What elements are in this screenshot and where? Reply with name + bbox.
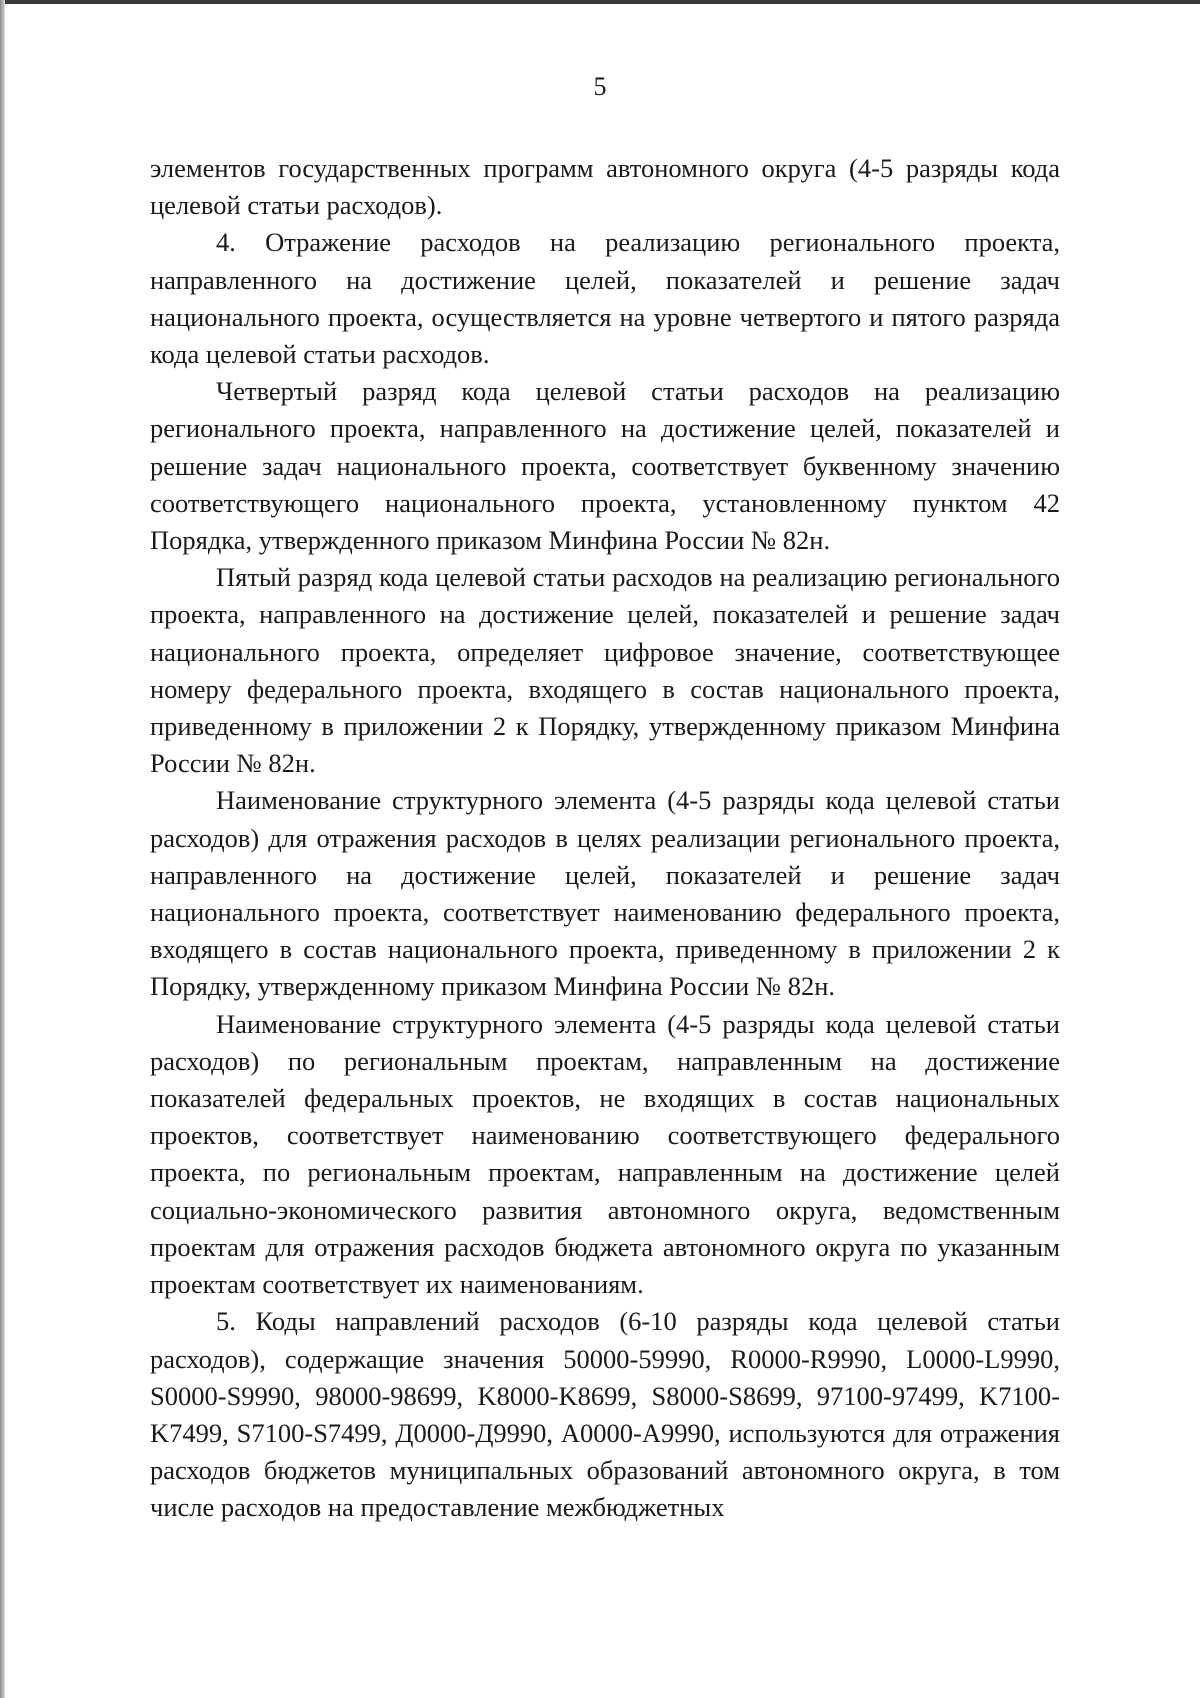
paragraph-4: Пятый разряд кода целевой статьи расходов на реализацию регионального проекта, направленного на достижение целей, показателей и решение задач национального проекта, определяет цифровое значение, соответствующее номеру федерального проекта, входящего в состав национального проекта, приведенному в приложении 2 к Порядку, утвержденному приказом Минфина России № 82н. xyxy=(150,562,1060,779)
paragraph-2: 4. Отражение расходов на реализацию регионального проекта, направленного на достижение целей, показателей и решение задач национального проекта, осуществляется на уровне четвертого и пятого разряда кода целевой статьи расходов. xyxy=(150,227,1060,370)
paragraph-5: Наименование структурного элемента (4-5 разряды кода целевой статьи расходов) для отражения расходов в целях реализации регионального проекта, направленного на достижение целей, показателей и решение задач национального проекта, соответствует наименованию федерального проекта, входящего в состав национального проекта, приведенному в приложении 2 к Порядку, утвержденному приказом Минфина России № 82н. xyxy=(150,785,1060,1002)
paragraph-6: Наименование структурного элемента (4-5 разряды кода целевой статьи расходов) по региональным проектам, направленным на достижение показателей федеральных проектов, не входящих в состав национальных проектов, соответствует наименованию соответствующего федерального проекта, по региональным проектам, направленным на достижение целей социально-экономического развития автономного округа, ведомственным проектам для отражения расходов бюджета автономного округа по указанным проектам соответствует их наименованиям. xyxy=(150,1008,1060,1300)
paragraph-7: 5. Коды направлений расходов (6-10 разряды кода целевой статьи расходов), содержащие значения 50000-59990, R0000-R9990, L0000-L9990, S0000-S9990, 98000-98699, K8000-K8699, S8000-S8699, 97100-97499, K7100-K7499, S7100-S7499, Д0000-Д9990, A0000-A9990, используются для отражения расходов бюджетов муниципальных образований автономного округа, в том числе расходов на предоставление межбюджетных xyxy=(150,1306,1060,1523)
document-body xyxy=(150,150,1060,1527)
scan-top-edge xyxy=(0,0,1200,4)
scan-left-edge xyxy=(0,0,5,1698)
paragraph-1: элементов государственных программ автономного округа (4-5 разряды кода целевой статьи расходов). xyxy=(150,153,1060,221)
paragraph-3: Четвертый разряд кода целевой статьи расходов на реализацию регионального проекта, направленного на достижение целей, показателей и решение задач национального проекта, соответствует буквенному значению соответствующего национального проекта, установленному пунктом 42 Порядка, утвержденного приказом Минфина России № 82н. xyxy=(150,376,1060,556)
page-number: 5 xyxy=(593,72,607,101)
